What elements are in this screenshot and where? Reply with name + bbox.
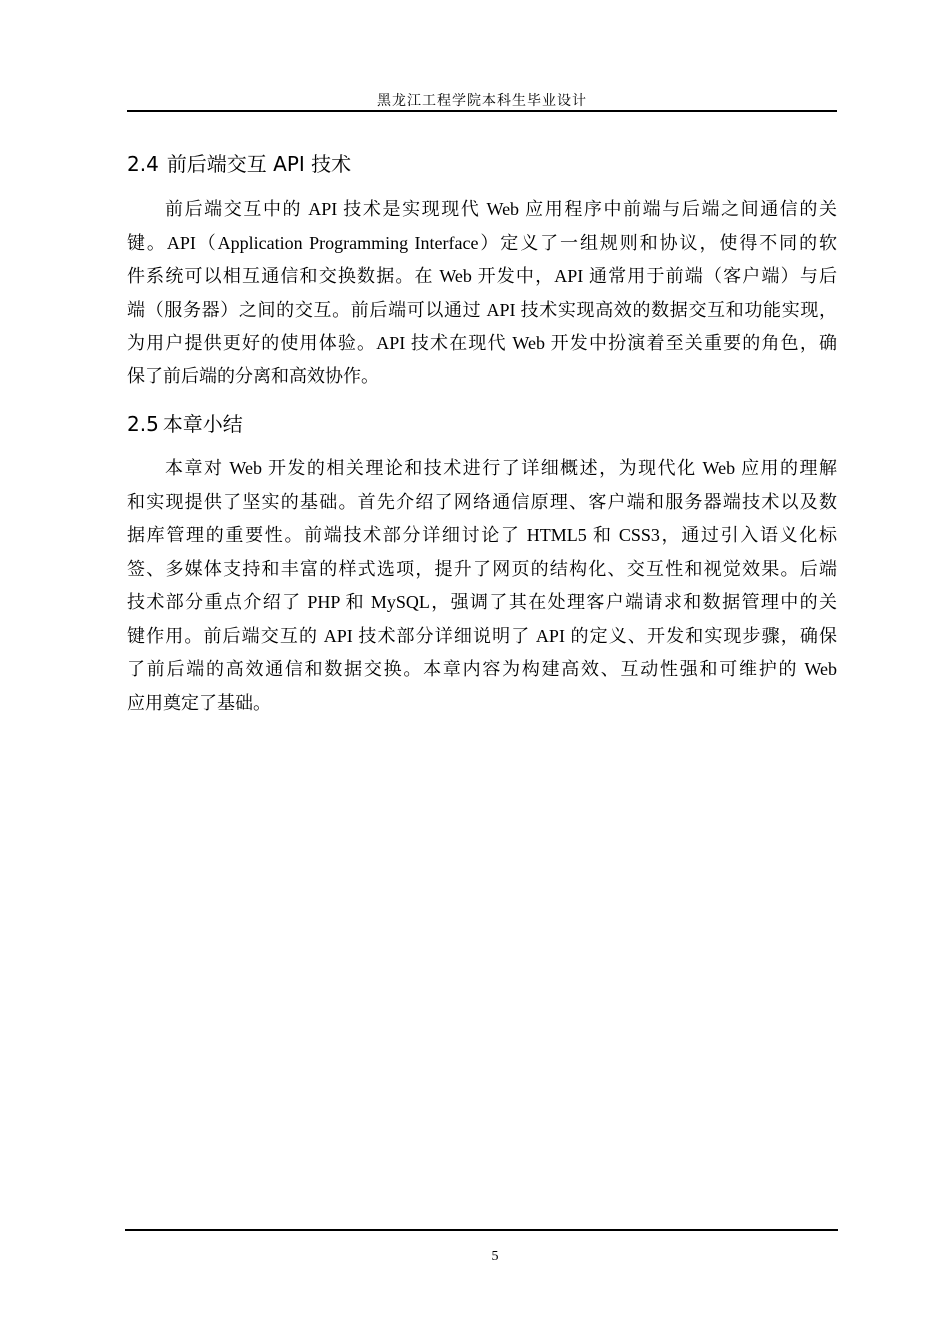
- paragraph-line: 键作用。前后端交互的 API 技术部分详细说明了 API 的定义、开发和实现步骤，确保: [127, 626, 837, 646]
- section-number: 2.4: [127, 152, 159, 176]
- paragraph-line: 键。API（Application Programming Interface）定义了一组规则和协议，使得不同的软: [127, 233, 837, 253]
- paragraph-line: 签、多媒体支持和丰富的样式选项，提升了网页的结构化、交互性和视觉效果。后端: [127, 559, 837, 579]
- paragraph-line: 据库管理的重要性。前端技术部分详细讨论了 HTML5 和 CSS3，通过引入语义化标: [127, 525, 837, 545]
- section-number: 2.5: [127, 412, 159, 436]
- paragraph-line: 了前后端的高效通信和数据交换。本章内容为构建高效、互动性强和可维护的 Web: [127, 659, 837, 679]
- paragraph-line: 为用户提供更好的使用体验。API 技术在现代 Web 开发中扮演着至关重要的角色，确: [127, 333, 837, 353]
- paragraph-line: 前后端交互中的 API 技术是实现现代 Web 应用程序中前端与后端之间通信的关: [165, 199, 837, 219]
- section-heading-2-5: [127, 408, 251, 437]
- section-heading-2-4: [127, 148, 359, 177]
- footer-rule: [125, 1229, 838, 1231]
- paragraph-line: 件系统可以相互通信和交换数据。在 Web 开发中，API 通常用于前端（客户端）与后: [127, 266, 837, 286]
- paragraph-line: 端（服务器）之间的交互。前后端可以通过 API 技术实现高效的数据交互和功能实现，: [127, 300, 837, 320]
- paragraph-line: 应用奠定了基础。: [127, 693, 271, 713]
- section-title: 前后端交互 API 技术: [166, 152, 352, 176]
- running-header: 黑龙江工程学院本科生毕业设计: [377, 94, 587, 109]
- paragraph-line: 本章对 Web 开发的相关理论和技术进行了详细概述，为现代化 Web 应用的理解: [165, 458, 837, 478]
- paragraph-line: 和实现提供了坚实的基础。首先介绍了网络通信原理、客户端和服务器端技术以及数: [127, 492, 837, 512]
- paragraph-line: 技术部分重点介绍了 PHP 和 MySQL，强调了其在处理客户端请求和数据管理中的关: [127, 592, 837, 612]
- section-title: 本章小结: [162, 412, 243, 436]
- paragraph-line: 保了前后端的分离和高效协作。: [127, 366, 379, 386]
- header-rule: [127, 110, 837, 112]
- page-number: 5: [491, 1249, 499, 1264]
